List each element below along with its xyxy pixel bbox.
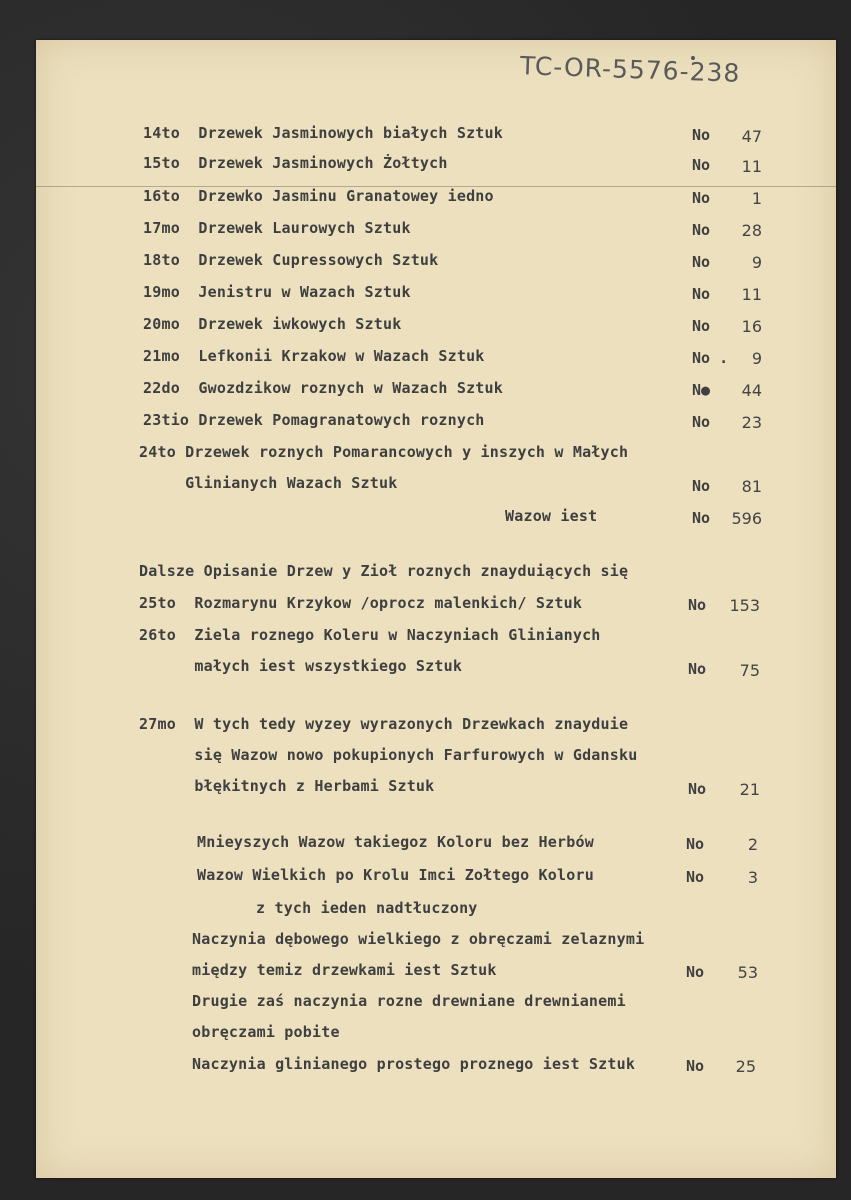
line-wooden-vessels-continued: obręczami pobite bbox=[192, 1023, 340, 1041]
no-label: No . bbox=[692, 349, 729, 367]
line-25: 25to Rozmarynu Krzykow /oprocz malenkich/ Sztuk bbox=[139, 594, 583, 612]
quantity: 23 bbox=[741, 413, 762, 432]
line-oak-vessel: Naczynia dębowego wielkiego z obręczami zelaznymi bbox=[192, 930, 645, 948]
no-label: No bbox=[688, 660, 707, 678]
line-27: 27mo W tych tedy wyzey wyrazonych Drzewkach znayduie bbox=[139, 715, 629, 733]
quantity: 11 bbox=[741, 157, 762, 176]
no-label: No bbox=[692, 413, 711, 431]
quantity: 81 bbox=[741, 477, 762, 496]
no-label: No bbox=[692, 253, 711, 271]
line-15: 15to Drzewek Jasminowych Żołtych bbox=[143, 154, 448, 172]
no-label: No bbox=[692, 509, 711, 527]
quantity: 1 bbox=[751, 189, 762, 208]
no-label: No bbox=[688, 780, 707, 798]
quantity: 44 bbox=[741, 381, 762, 400]
no-label: No bbox=[692, 317, 711, 335]
line-24: 24to Drzewek roznych Pomarancowych y inszych w Małych bbox=[139, 443, 629, 461]
line-14: 14to Drzewek Jasminowych białych Sztuk bbox=[143, 124, 503, 142]
section-heading: Dalsze Opisanie Drzew y Zioł roznych znayduiących się bbox=[139, 562, 629, 580]
quantity: 2 bbox=[747, 835, 758, 854]
line-27-continued: się Wazow nowo pokupionych Farfurowych w Gdansku bbox=[139, 746, 638, 764]
total-quantity: 596 bbox=[731, 509, 762, 528]
line-cracked: z tych ieden nadtłuczony bbox=[256, 899, 478, 917]
quantity: 9 bbox=[751, 253, 762, 272]
no-label: N● bbox=[692, 381, 711, 399]
quantity: 53 bbox=[737, 963, 758, 982]
quantity: 75 bbox=[739, 661, 760, 680]
no-label: No bbox=[692, 221, 711, 239]
quantity: 11 bbox=[741, 285, 762, 304]
line-20: 20mo Drzewek iwkowych Sztuk bbox=[143, 315, 402, 333]
no-label: No bbox=[692, 156, 711, 174]
no-label: No bbox=[686, 868, 705, 886]
archive-reference: TC-OR-5576-238 bbox=[519, 51, 741, 88]
line-large-vases: Wazow Wielkich po Krolu Imci Zołtego Koloru bbox=[197, 866, 594, 884]
line-clay-vessel: Naczynia glinianego prostego proznego iest Sztuk bbox=[192, 1055, 636, 1073]
no-label: No bbox=[692, 285, 711, 303]
quantity: 9 bbox=[751, 349, 762, 368]
quantity: 3 bbox=[747, 868, 758, 887]
no-label: No bbox=[686, 835, 705, 853]
no-label: No bbox=[686, 963, 705, 981]
no-label: No bbox=[686, 1057, 705, 1075]
line-24-continued: Glinianych Wazach Sztuk bbox=[139, 474, 398, 492]
line-21: 21mo Lefkonii Krzakow w Wazach Sztuk bbox=[143, 347, 485, 365]
quantity: 47 bbox=[741, 127, 762, 146]
quantity: 21 bbox=[739, 780, 760, 799]
line-18: 18to Drzewek Cupressowych Sztuk bbox=[143, 251, 439, 269]
line-small-vases: Mnieyszych Wazow takiegoz Koloru bez Herbów bbox=[197, 833, 594, 851]
no-label: No bbox=[692, 126, 711, 144]
line-wooden-vessels: Drugie zaś naczynia rozne drewniane drewnianemi bbox=[192, 992, 626, 1010]
quantity: 25 bbox=[735, 1057, 756, 1076]
line-26-continued: małych iest wszystkiego Sztuk bbox=[139, 657, 463, 675]
quantity: 28 bbox=[741, 221, 762, 240]
line-16: 16to Drzewko Jasminu Granatowey iedno bbox=[143, 187, 494, 205]
line-22: 22do Gwozdzikow roznych w Wazach Sztuk bbox=[143, 379, 503, 397]
quantity: 153 bbox=[729, 596, 760, 615]
line-27-end: błękitnych z Herbami Sztuk bbox=[139, 777, 435, 795]
no-label: No bbox=[688, 596, 707, 614]
no-label: No bbox=[692, 189, 711, 207]
line-oak-vessel-continued: między temiz drzewkami iest Sztuk bbox=[192, 961, 497, 979]
line-23: 23tio Drzewek Pomagranatowych roznych bbox=[143, 411, 485, 429]
no-label: No bbox=[692, 477, 711, 495]
line-19: 19mo Jenistru w Wazach Sztuk bbox=[143, 283, 411, 301]
line-17: 17mo Drzewek Laurowych Sztuk bbox=[143, 219, 411, 237]
quantity: 16 bbox=[741, 317, 762, 336]
line-26: 26to Ziela roznego Koleru w Naczyniach Glinianych bbox=[139, 626, 601, 644]
total-line: Wazow iest bbox=[505, 507, 598, 525]
